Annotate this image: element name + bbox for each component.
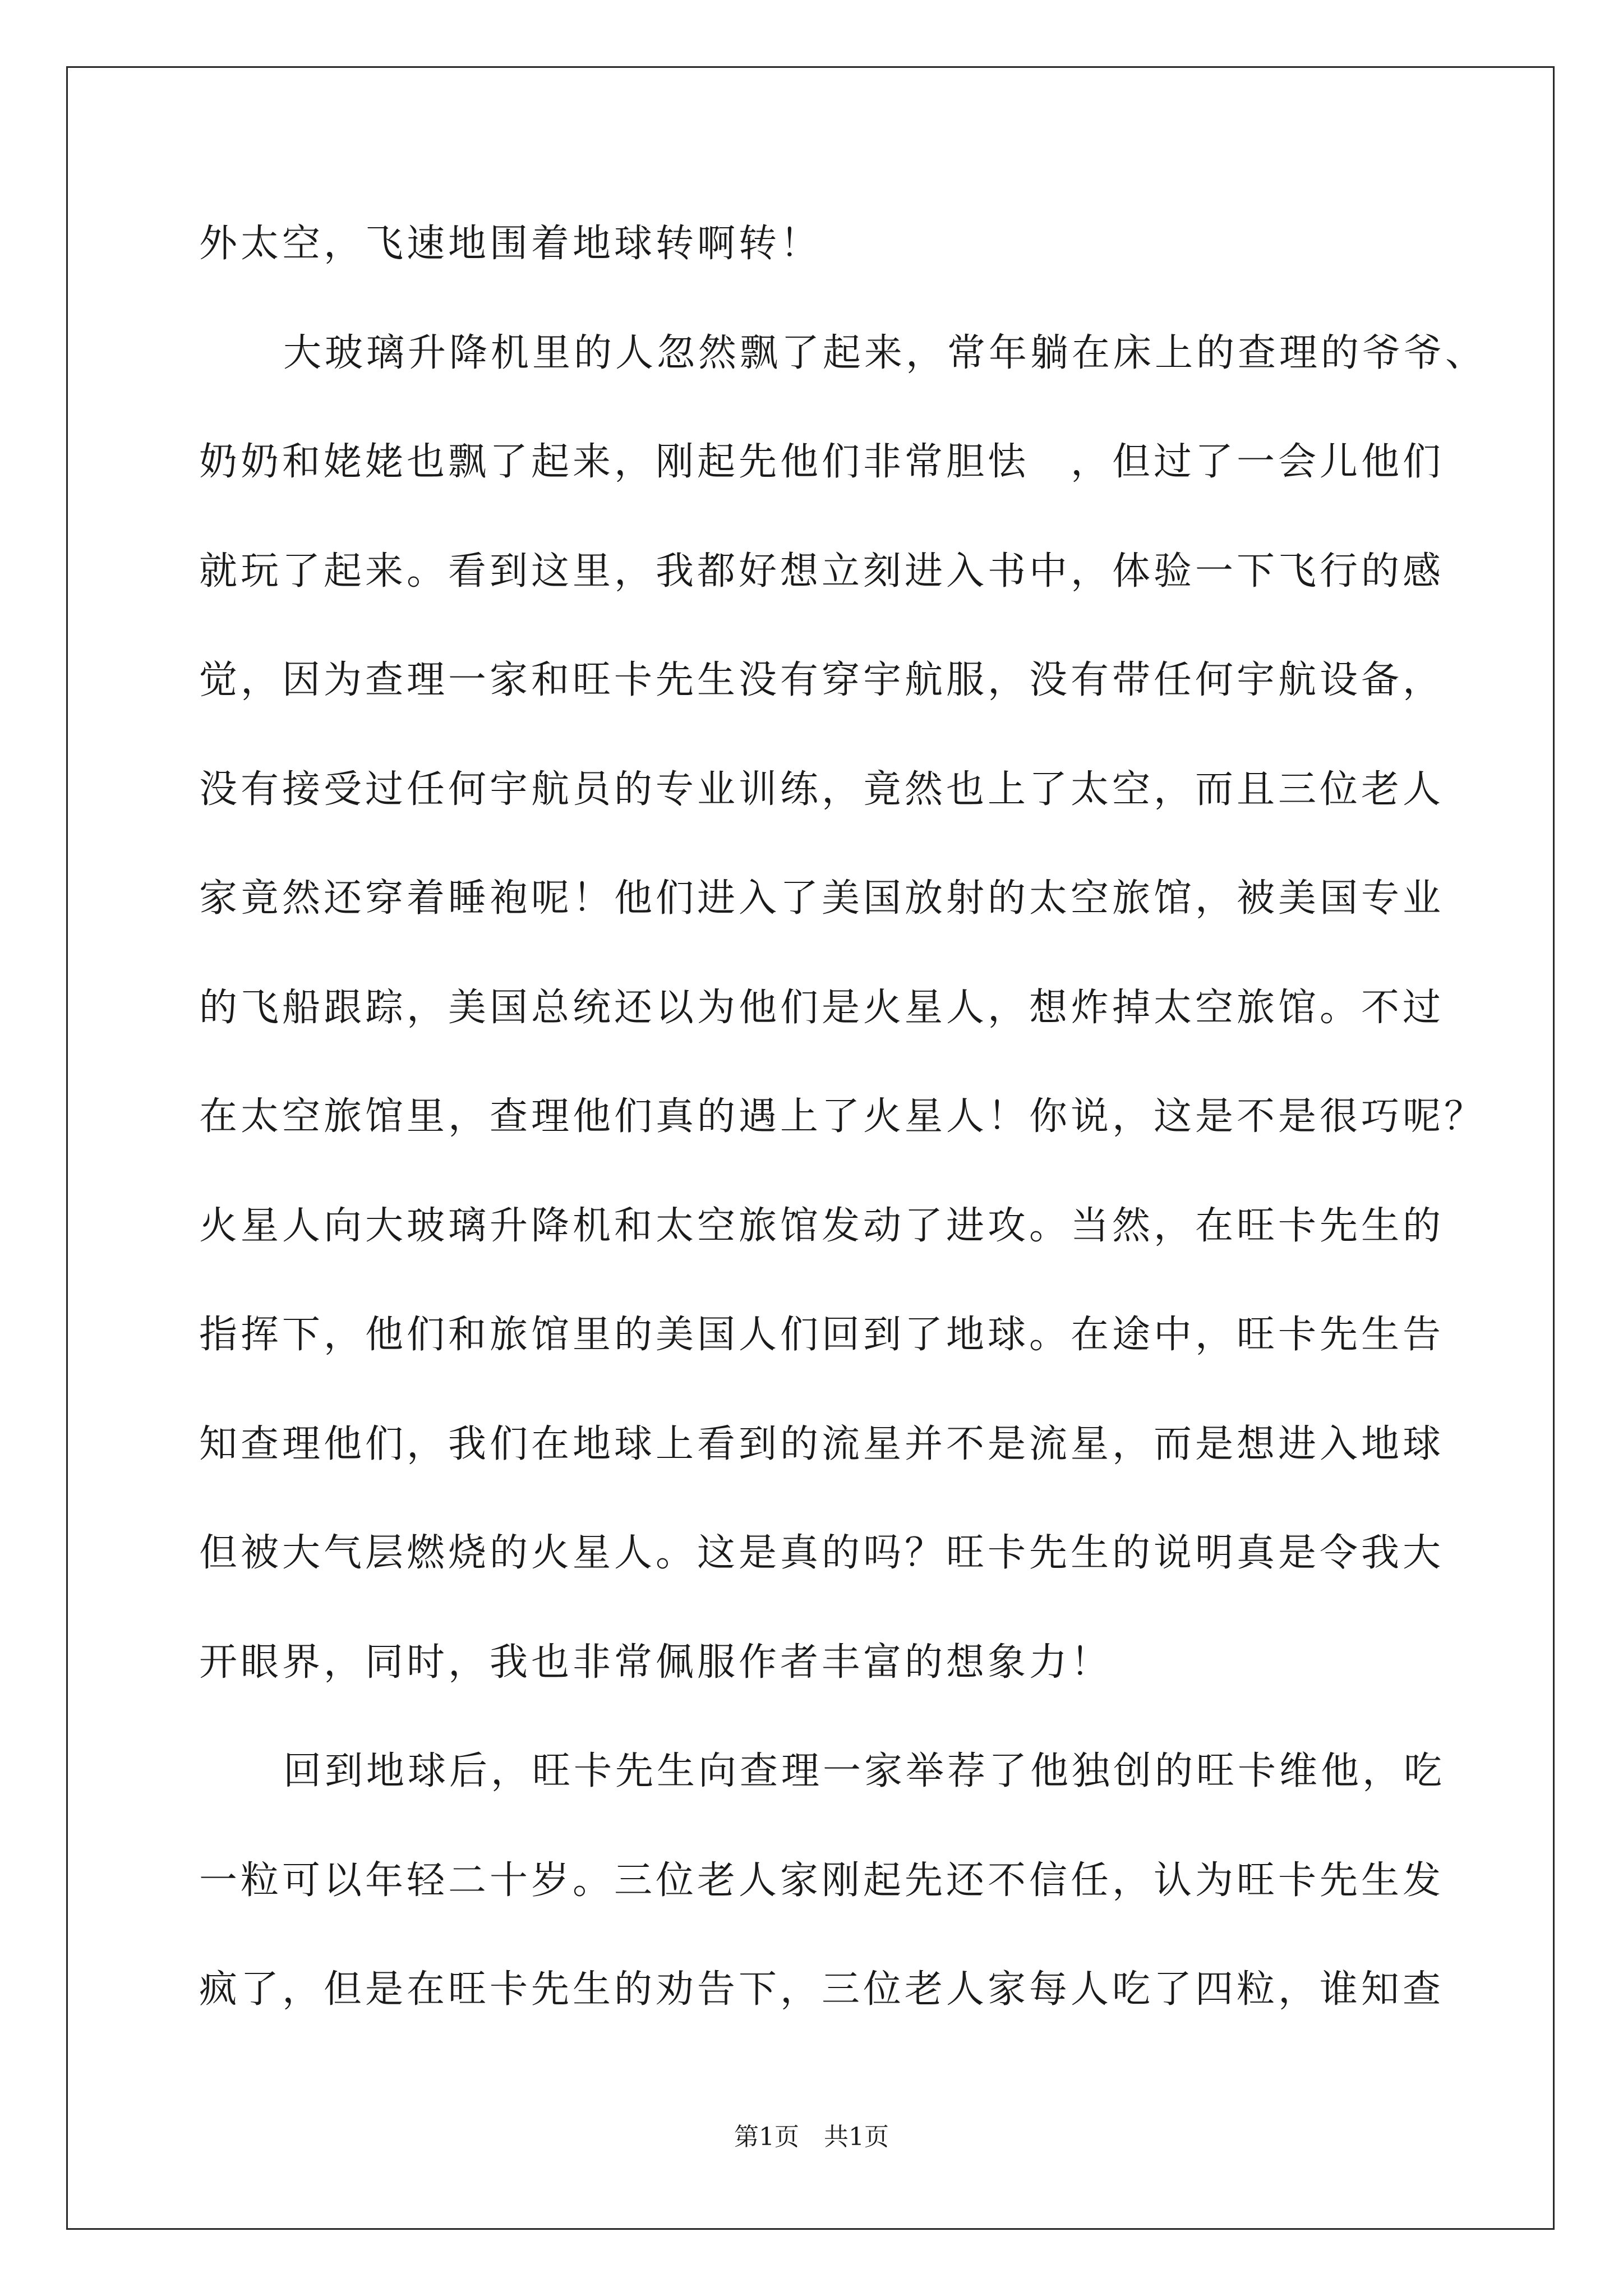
text-line-4: 就玩了起来。看到这里，我都好想立刻进入书中，体验一下飞行的感 <box>199 549 1445 593</box>
text-line-9: 在太空旅馆里，查理他们真的遇上了火星人！你说，这是不是很巧呢？ <box>199 1094 1486 1139</box>
text-line-3: 奶奶和姥姥也飘了起来，刚起先他们非常胆怯 ，但过了一会儿他们 <box>199 440 1445 484</box>
text-line-5: 觉，因为查理一家和旺卡先生没有穿宇航服，没有带任何宇航设备， <box>199 658 1445 702</box>
text-line-14: 开眼界，同时，我也非常佩服作者丰富的想象力！ <box>199 1640 1113 1685</box>
text-line-16: 一粒可以年轻二十岁。三位老人家刚起先还不信任，认为旺卡先生发 <box>199 1858 1445 1903</box>
text-line-15: 回到地球后，旺卡先生向查理一家举荐了他独创的旺卡维他，吃 <box>283 1749 1446 1793</box>
text-line-8: 的飞船跟踪，美国总统还以为他们是火星人，想炸掉太空旅馆。不过 <box>199 985 1445 1030</box>
text-line-10: 火星人向大玻璃升降机和太空旅馆发动了进攻。当然，在旺卡先生的 <box>199 1203 1445 1248</box>
text-line-12: 知查理他们，我们在地球上看到的流星并不是流星，而是想进入地球 <box>199 1421 1445 1466</box>
text-line-1: 外太空，飞速地围着地球转啊转！ <box>199 222 822 266</box>
text-line-11: 指挥下，他们和旅馆里的美国人们回到了地球。在途中，旺卡先生告 <box>199 1313 1445 1357</box>
text-line-2: 大玻璃升降机里的人忽然飘了起来，常年躺在床上的查理的爷爷、 <box>283 330 1487 375</box>
text-line-6: 没有接受过任何宇航员的专业训练，竟然也上了太空，而且三位老人 <box>199 767 1445 812</box>
text-line-7: 家竟然还穿着睡袍呢！他们进入了美国放射的太空旅馆，被美国专业 <box>199 876 1445 921</box>
document-body <box>199 210 1487 2065</box>
page-number-footer: 第1页 共1页 <box>734 2123 889 2151</box>
text-line-13: 但被大气层燃烧的火星人。这是真的吗？旺卡先生的说明真是令我大 <box>199 1531 1445 1575</box>
text-line-17: 疯了，但是在旺卡先生的劝告下，三位老人家每人吃了四粒，谁知查 <box>199 1967 1445 2012</box>
